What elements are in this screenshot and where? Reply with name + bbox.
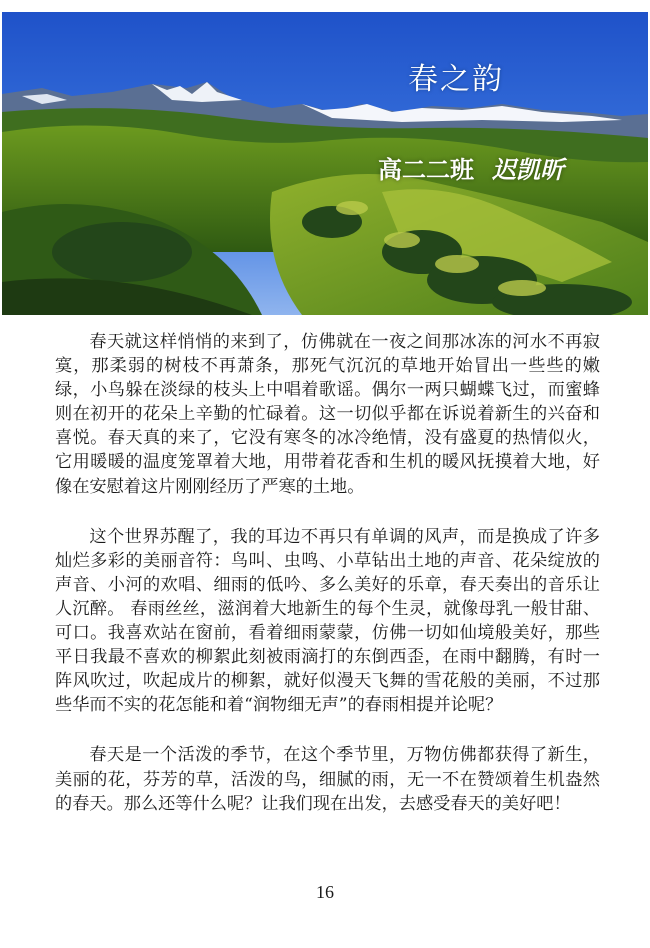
class-name: 高二二班 [378,156,474,184]
author-byline [378,150,564,185]
author-name: 迟凯昕 [492,156,564,184]
article-title: 春之韵 [408,62,504,97]
article-body [55,330,600,842]
page-number: 16 [316,882,334,902]
paragraph: 这个世界苏醒了，我的耳边不再只有单调的风声，而是换成了许多灿烂多彩的美丽音符：鸟叫、虫鸣、小草钻出土地的声音、花朵绽放的声音、小河的欢唱、细雨的低吟、多么美好的乐章，春天奏出的音乐让人沉醉。 春雨丝丝，滋润着大地新生的每个生灵，就像母乳一般甘甜、可口。我喜欢站在窗前，看着细雨蒙蒙，仿佛一切如仙境般美好，那些平日我最不喜欢的柳絮此刻被雨滴打的东倒西歪，在雨中翻腾，有时一阵风吹过，吹起成片的柳絮，就好似漫天飞舞的雪花般的美丽，不过那些华而不实的花怎能和着“润物细无声”的春雨相提并论呢？ [55,526,600,716]
paragraph: 春天是一个活泼的季节，在这个季节里，万物仿佛都获得了新生，美丽的花，芬芳的草，活泼的鸟，细腻的雨，无一不在赞颂着生机盎然的春天。那么还等什么呢？让我们现在出发，去感受春天的美好吧！ [55,745,600,814]
paragraph: 春天就这样悄悄的来到了，仿佛就在一夜之间那冰冻的河水不再寂寞，那柔弱的树枝不再萧条，那死气沉沉的草地开始冒出一些些的嫩绿，小鸟躲在淡绿的枝头上中唱着歌谣。偶尔一两只蝴蝶飞过，而蜜蜂则在初开的花朵上辛勤的忙碌着。这一切似乎都在诉说着新生的兴奋和喜悦。春天真的来了，它没有寒冬的冰冷绝情，没有盛夏的热情似火，它用暖暖的温度笼罩着大地，用带着花香和生机的暖风抚摸着大地，好像在安慰着这片刚刚经历了严寒的土地。 [55,332,600,497]
